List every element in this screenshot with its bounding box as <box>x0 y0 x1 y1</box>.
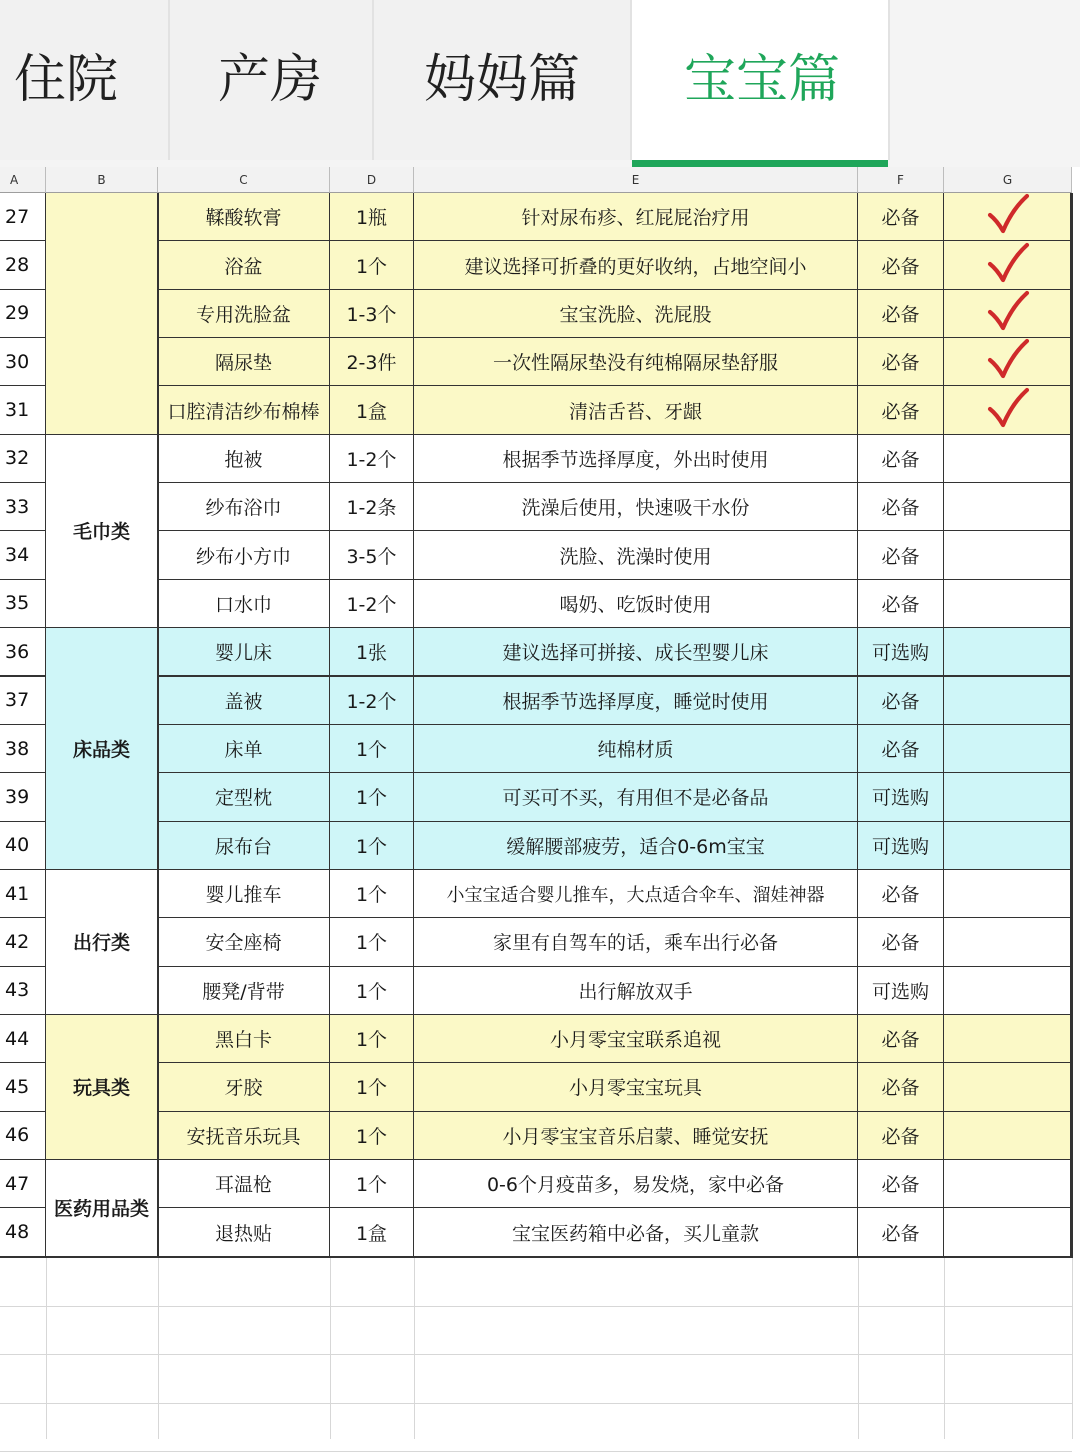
row-number[interactable]: 28 <box>0 241 47 290</box>
red-checkmark-icon <box>986 387 1030 434</box>
quantity-cell[interactable]: 1个 <box>330 1063 415 1112</box>
row-number[interactable]: 47 <box>0 1160 47 1209</box>
checked-cell[interactable] <box>944 967 1073 1016</box>
row-number[interactable]: 34 <box>0 531 47 580</box>
red-checkmark-icon <box>986 338 1030 385</box>
note-cell[interactable]: 一次性隔尿垫没有纯棉隔尿垫舒服 <box>414 338 859 387</box>
note-cell[interactable]: 0-6个月疫苗多，易发烧，家中必备 <box>414 1160 859 1209</box>
status-cell[interactable]: 必备 <box>858 338 945 387</box>
tab-1[interactable] <box>0 0 168 160</box>
column-header-row <box>0 167 1072 193</box>
status-cell[interactable]: 必备 <box>858 870 945 919</box>
empty-grid-line <box>330 1258 331 1439</box>
empty-grid-line <box>414 1258 415 1439</box>
item-name-cell[interactable]: 床单 <box>158 725 331 774</box>
checked-cell[interactable] <box>944 580 1073 629</box>
checked-cell[interactable] <box>944 338 1073 387</box>
row-number[interactable]: 48 <box>0 1208 47 1257</box>
tab-label: 宝宝篇 <box>684 50 841 110</box>
item-name-cell[interactable]: 纱布小方巾 <box>158 531 331 580</box>
row-number[interactable]: 38 <box>0 725 47 774</box>
column-header-c[interactable]: C <box>158 167 330 193</box>
tab-3[interactable] <box>374 0 630 160</box>
status-cell[interactable]: 必备 <box>858 1112 945 1161</box>
table-border <box>1070 193 1072 1257</box>
tab-divider <box>630 0 632 160</box>
empty-grid-line <box>858 1258 859 1439</box>
status-cell[interactable]: 可选购 <box>858 773 945 822</box>
note-cell[interactable]: 清洁舌苔、牙龈 <box>414 386 859 435</box>
quantity-cell[interactable]: 1-2条 <box>330 483 415 532</box>
red-checkmark-icon <box>986 242 1030 289</box>
checked-cell[interactable] <box>944 1208 1073 1257</box>
item-name-cell[interactable]: 婴儿推车 <box>158 870 331 919</box>
item-name-cell[interactable]: 口腔清洁纱布棉棒 <box>158 386 331 435</box>
note-cell[interactable]: 建议选择可折叠的更好收纳，占地空间小 <box>414 241 859 290</box>
item-name-cell[interactable]: 腰凳/背带 <box>158 967 331 1016</box>
checked-cell[interactable] <box>944 531 1073 580</box>
item-name-cell[interactable]: 安全座椅 <box>158 918 331 967</box>
checked-cell[interactable] <box>944 918 1073 967</box>
empty-grid-line <box>944 1258 945 1439</box>
item-name-cell[interactable]: 抱被 <box>158 435 331 484</box>
quantity-cell[interactable]: 1个 <box>330 1015 415 1064</box>
checked-cell[interactable] <box>944 241 1073 290</box>
item-name-cell[interactable]: 婴儿床 <box>158 628 331 677</box>
quantity-cell[interactable]: 1-2个 <box>330 435 415 484</box>
category-cell[interactable] <box>46 193 159 436</box>
checked-cell[interactable] <box>944 1112 1073 1161</box>
checked-cell[interactable] <box>944 677 1073 726</box>
quantity-cell[interactable]: 3-5个 <box>330 531 415 580</box>
tab-divider <box>372 0 374 160</box>
red-checkmark-icon <box>986 193 1030 240</box>
checked-cell[interactable] <box>944 870 1073 919</box>
tab-divider <box>888 0 890 160</box>
row-number[interactable]: 29 <box>0 290 47 339</box>
row-number[interactable]: 41 <box>0 870 47 919</box>
item-name-cell[interactable]: 牙胶 <box>158 1063 331 1112</box>
item-name-cell[interactable]: 退热贴 <box>158 1208 331 1257</box>
quantity-cell[interactable]: 1个 <box>330 773 415 822</box>
empty-grid-line <box>0 1306 1072 1307</box>
note-cell[interactable]: 宝宝医药箱中必备，买儿童款 <box>414 1208 859 1257</box>
note-cell[interactable]: 小月零宝宝音乐启蒙、睡觉安抚 <box>414 1112 859 1161</box>
item-name-cell[interactable]: 盖被 <box>158 677 331 726</box>
quantity-cell[interactable]: 1个 <box>330 967 415 1016</box>
tab-label: 住院 <box>14 50 119 110</box>
status-cell[interactable]: 必备 <box>858 1208 945 1257</box>
status-cell[interactable]: 必备 <box>858 435 945 484</box>
quantity-cell[interactable]: 1-2个 <box>330 580 415 629</box>
quantity-cell[interactable]: 1盒 <box>330 386 415 435</box>
checked-cell[interactable] <box>944 822 1073 871</box>
row-number[interactable]: 33 <box>0 483 47 532</box>
status-cell[interactable]: 必备 <box>858 531 945 580</box>
note-cell[interactable]: 建议选择可拼接、成长型婴儿床 <box>414 628 859 677</box>
empty-grid-line <box>0 1354 1072 1355</box>
red-checkmark-icon <box>986 290 1030 337</box>
checked-cell[interactable] <box>944 386 1073 435</box>
note-cell[interactable]: 洗澡后使用，快速吸干水份 <box>414 483 859 532</box>
checked-cell[interactable] <box>944 483 1073 532</box>
quantity-cell[interactable]: 1-3个 <box>330 290 415 339</box>
column-header-g[interactable]: G <box>944 167 1072 193</box>
empty-grid-line <box>158 1258 159 1439</box>
status-cell[interactable]: 可选购 <box>858 822 945 871</box>
column-header-f[interactable]: F <box>858 167 944 193</box>
sheet-tab-bar <box>0 0 1080 167</box>
item-name-cell[interactable]: 口水巾 <box>158 580 331 629</box>
row-number[interactable]: 35 <box>0 580 47 629</box>
checked-cell[interactable] <box>944 773 1073 822</box>
empty-grid-line <box>46 1258 47 1439</box>
category-cell[interactable]: 床品类 <box>46 628 159 871</box>
quantity-cell[interactable]: 1张 <box>330 628 415 677</box>
status-cell[interactable]: 必备 <box>858 580 945 629</box>
status-cell[interactable]: 必备 <box>858 1063 945 1112</box>
note-cell[interactable]: 针对尿布疹、红屁屁治疗用 <box>414 193 859 242</box>
row-number[interactable]: 43 <box>0 967 47 1016</box>
column-header-b[interactable]: B <box>46 167 158 193</box>
checked-cell[interactable] <box>944 290 1073 339</box>
category-cell[interactable]: 出行类 <box>46 870 159 1016</box>
note-cell[interactable]: 宝宝洗脸、洗屁股 <box>414 290 859 339</box>
quantity-cell[interactable]: 1个 <box>330 241 415 290</box>
status-cell[interactable]: 必备 <box>858 193 945 242</box>
status-cell[interactable]: 必备 <box>858 677 945 726</box>
note-cell[interactable]: 小宝宝适合婴儿推车，大点适合伞车、溜娃神器 <box>414 870 859 919</box>
item-name-cell[interactable]: 浴盆 <box>158 241 331 290</box>
item-name-cell[interactable]: 定型枕 <box>158 773 331 822</box>
quantity-cell[interactable]: 1个 <box>330 1112 415 1161</box>
tab-2[interactable] <box>170 0 372 160</box>
checked-cell[interactable] <box>944 628 1073 677</box>
checked-cell[interactable] <box>944 193 1073 242</box>
tab-label: 产房 <box>218 50 323 110</box>
item-name-cell[interactable]: 纱布浴巾 <box>158 483 331 532</box>
status-cell[interactable]: 可选购 <box>858 967 945 1016</box>
checked-cell[interactable] <box>944 1015 1073 1064</box>
status-cell[interactable]: 必备 <box>858 725 945 774</box>
status-cell[interactable]: 必备 <box>858 386 945 435</box>
note-cell[interactable]: 缓解腰部疲劳，适合0-6m宝宝 <box>414 822 859 871</box>
column-header-e[interactable]: E <box>414 167 858 193</box>
note-cell[interactable]: 纯棉材质 <box>414 725 859 774</box>
status-cell[interactable]: 必备 <box>858 918 945 967</box>
category-cell[interactable]: 医药用品类 <box>46 1160 159 1258</box>
note-cell[interactable]: 出行解放双手 <box>414 967 859 1016</box>
row-number[interactable]: 44 <box>0 1015 47 1064</box>
item-name-cell[interactable]: 黑白卡 <box>158 1015 331 1064</box>
checked-cell[interactable] <box>944 435 1073 484</box>
quantity-cell[interactable]: 1盒 <box>330 1208 415 1257</box>
status-cell[interactable]: 必备 <box>858 483 945 532</box>
row-number[interactable]: 32 <box>0 435 47 484</box>
note-cell[interactable]: 喝奶、吃饭时使用 <box>414 580 859 629</box>
item-name-cell[interactable]: 耳温枪 <box>158 1160 331 1209</box>
note-cell[interactable]: 根据季节选择厚度，外出时使用 <box>414 435 859 484</box>
note-cell[interactable]: 小月零宝宝联系追视 <box>414 1015 859 1064</box>
row-number[interactable]: 40 <box>0 822 47 871</box>
quantity-cell[interactable]: 1瓶 <box>330 193 415 242</box>
quantity-cell[interactable]: 1个 <box>330 918 415 967</box>
spreadsheet <box>0 167 1080 1439</box>
empty-grid-line <box>0 1403 1072 1404</box>
quantity-cell[interactable]: 1个 <box>330 725 415 774</box>
row-number[interactable]: 27 <box>0 193 47 242</box>
note-cell[interactable]: 洗脸、洗澡时使用 <box>414 531 859 580</box>
category-cell[interactable]: 毛巾类 <box>46 435 159 629</box>
note-cell[interactable]: 小月零宝宝玩具 <box>414 1063 859 1112</box>
tab-4[interactable] <box>632 0 888 160</box>
note-cell[interactable]: 家里有自驾车的话，乘车出行必备 <box>414 918 859 967</box>
row-number[interactable]: 46 <box>0 1112 47 1161</box>
status-cell[interactable]: 可选购 <box>858 628 945 677</box>
column-header-d[interactable]: D <box>330 167 414 193</box>
status-cell[interactable]: 必备 <box>858 290 945 339</box>
quantity-cell[interactable]: 1个 <box>330 870 415 919</box>
row-number[interactable]: 45 <box>0 1063 47 1112</box>
checked-cell[interactable] <box>944 725 1073 774</box>
row-number[interactable]: 36 <box>0 628 47 677</box>
quantity-cell[interactable]: 1个 <box>330 822 415 871</box>
tab-divider <box>168 0 170 160</box>
row-number[interactable]: 42 <box>0 918 47 967</box>
quantity-cell[interactable]: 1个 <box>330 1160 415 1209</box>
active-tab-indicator <box>632 160 888 167</box>
item-name-cell[interactable]: 安抚音乐玩具 <box>158 1112 331 1161</box>
note-cell[interactable]: 可买可不买，有用但不是必备品 <box>414 773 859 822</box>
checked-cell[interactable] <box>944 1063 1073 1112</box>
row-number[interactable]: 37 <box>0 677 47 726</box>
empty-grid-line <box>1072 1258 1073 1439</box>
item-name-cell[interactable]: 专用洗脸盆 <box>158 290 331 339</box>
row-number[interactable]: 31 <box>0 386 47 435</box>
item-name-cell[interactable]: 隔尿垫 <box>158 338 331 387</box>
checked-cell[interactable] <box>944 1160 1073 1209</box>
status-cell[interactable]: 必备 <box>858 1160 945 1209</box>
category-cell[interactable]: 玩具类 <box>46 1015 159 1161</box>
column-header-a[interactable]: A <box>0 167 46 193</box>
note-cell[interactable]: 根据季节选择厚度，睡觉时使用 <box>414 677 859 726</box>
status-cell[interactable]: 必备 <box>858 241 945 290</box>
row-number[interactable]: 30 <box>0 338 47 387</box>
row-number[interactable]: 39 <box>0 773 47 822</box>
tab-label: 妈妈篇 <box>424 50 581 110</box>
quantity-cell[interactable]: 1-2个 <box>330 677 415 726</box>
quantity-cell[interactable]: 2-3件 <box>330 338 415 387</box>
item-name-cell[interactable]: 尿布台 <box>158 822 331 871</box>
status-cell[interactable]: 必备 <box>858 1015 945 1064</box>
item-name-cell[interactable]: 鞣酸软膏 <box>158 193 331 242</box>
